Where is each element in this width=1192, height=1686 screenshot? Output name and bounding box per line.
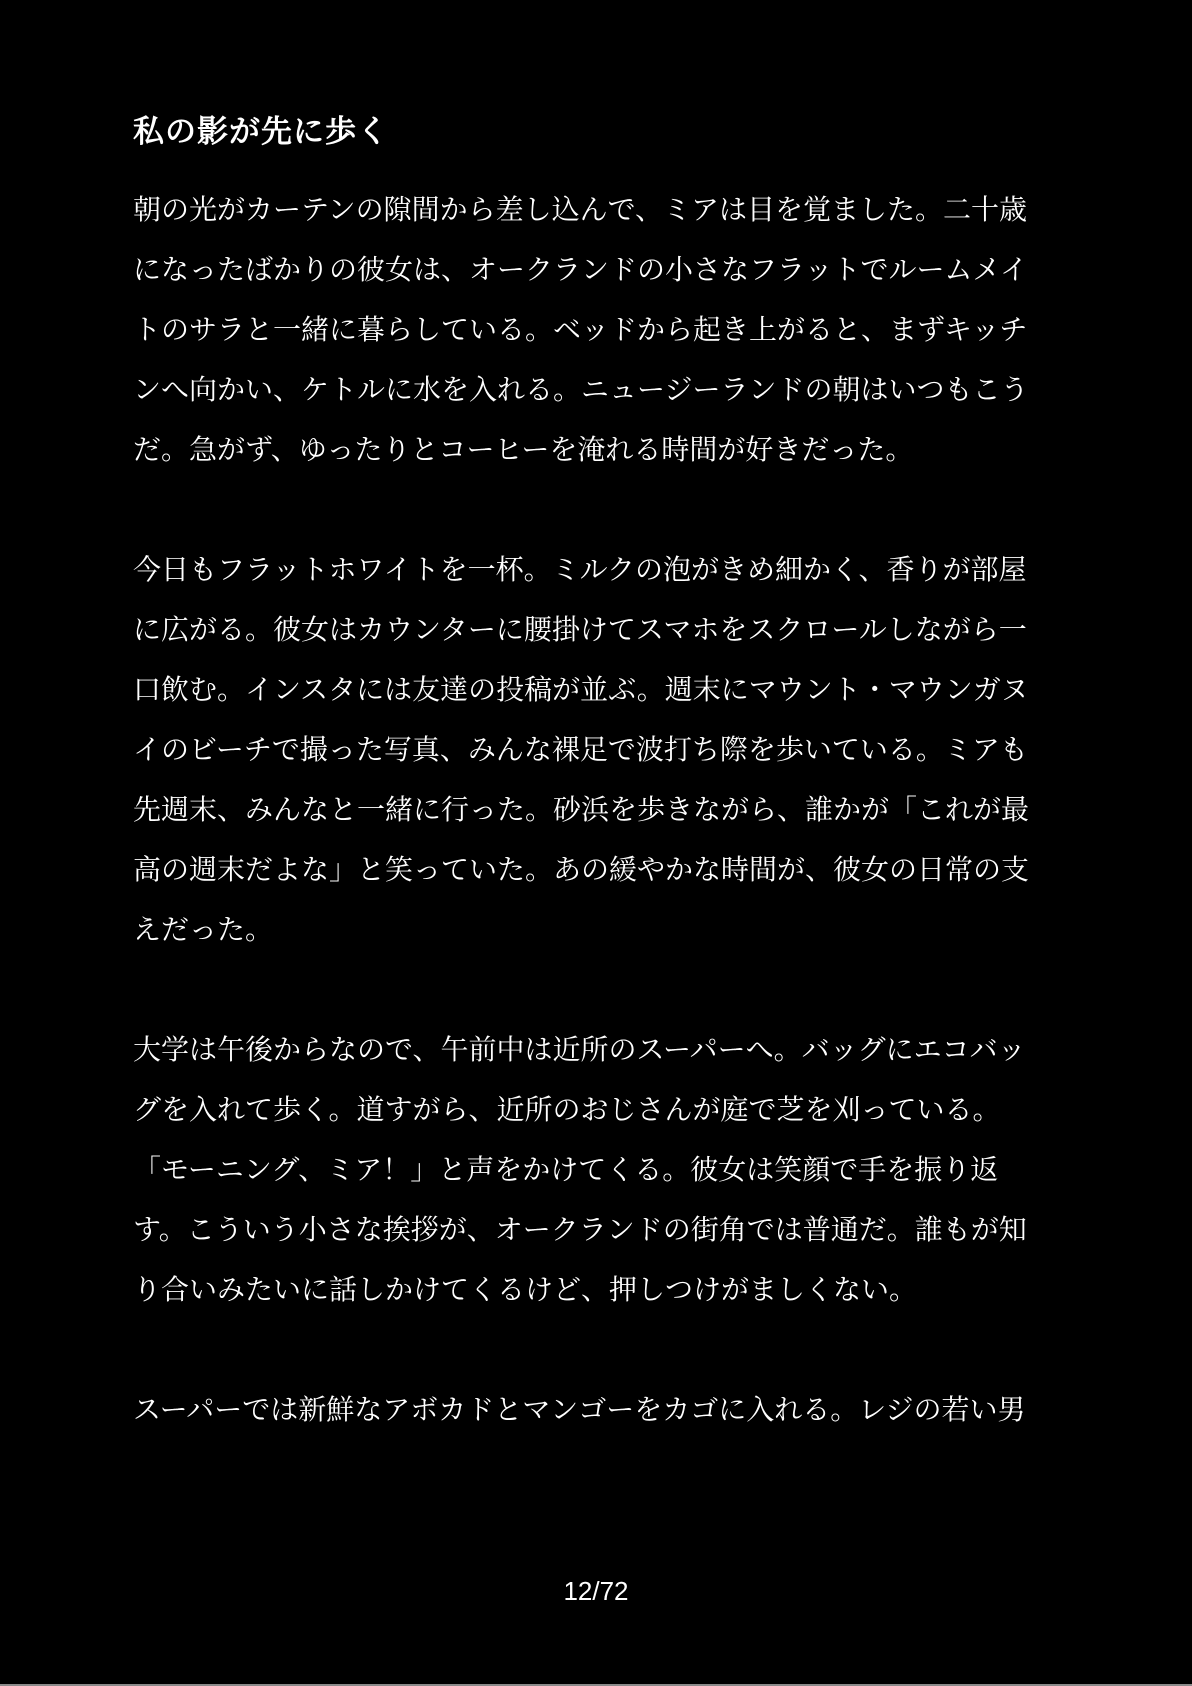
page-footer: [0, 1578, 1192, 1605]
paragraph: 大学は午後からなので、午前中は近所のスーパーへ。バッグにエコバッグを入れて歩く。道すがら、近所のおじさんが庭で芝を刈っている。「モーニング、ミア！」と声をかけてくる。彼女は笑顔で手を振り返す。こういう小さな挨拶が、オークランドの街角では普通だ。誰もが知り合いみたいに話しかけてくるけど、押しつけがましくない。: [133, 1034, 1027, 1306]
page-indicator: 12/72: [563, 1576, 629, 1606]
paragraph: 朝の光がカーテンの隙間から差し込んで、ミアは目を覚ました。二十歳になったばかりの彼女は、オークランドの小さなフラットでルームメイトのサラと一緒に暮らしている。ベッドから起き上がると、まずキッチンへ向かい、ケトルに水を入れる。ニュージーランドの朝はいつもこうだ。急がず、ゆったりとコーヒーを淹れる時間が好きだった。: [133, 194, 1029, 466]
page-content: [133, 0, 1039, 1440]
chapter-title: 私の影が先に歩く: [133, 114, 389, 149]
paragraph: スーパーでは新鮮なアボカドとマンゴーをカゴに入れる。レジの若い男: [133, 1394, 1026, 1426]
paragraph: 今日もフラットホワイトを一杯。ミルクの泡がきめ細かく、香りが部屋に広がる。彼女はカウンターに腰掛けてスマホをスクロールしながら一口飲む。インスタには友達の投稿が並ぶ。週末にマウント・マウンガヌイのビーチで撮った写真、みんな裸足で波打ち際を歩いている。ミアも先週末、みんなと一緒に行った。砂浜を歩きながら、誰かが「これが最高の週末だよな」と笑っていた。あの緩やかな時間が、彼女の日常の支えだった。: [133, 554, 1030, 946]
